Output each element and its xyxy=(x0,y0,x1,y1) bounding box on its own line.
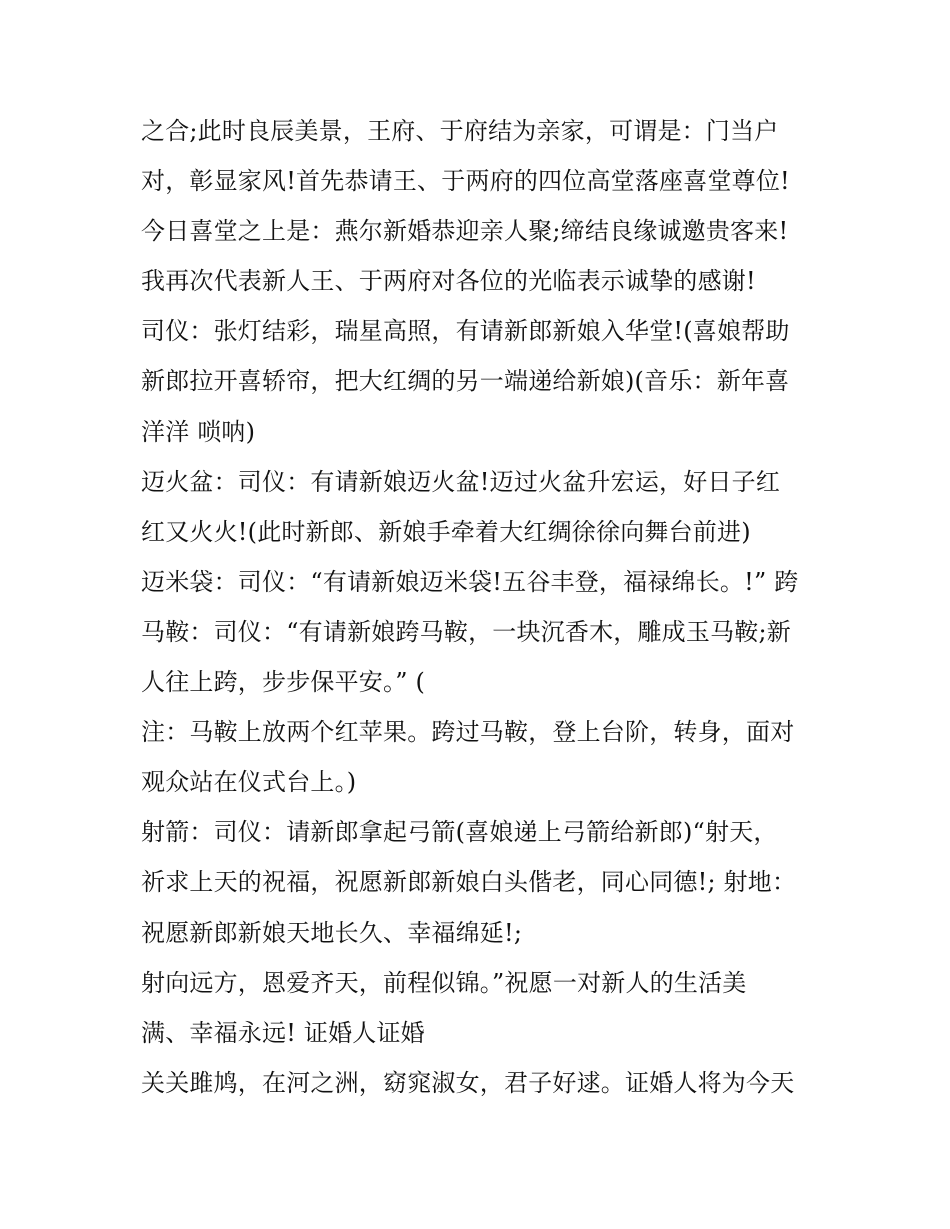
text-line: 之合;此时良辰美景，王府、于府结为亲家，可谓是：门当户 xyxy=(141,117,779,145)
text-line: 祝愿新郎新娘天地长久、幸福绵延!; xyxy=(141,918,523,947)
text-line: 射箭：司仪：请新郎拿起弓箭(喜娘递上弓箭给新郎)“射天， xyxy=(141,818,778,847)
text-line: 红又火火!(此时新郎、新娘手牵着大红绸徐徐向舞台前进) xyxy=(141,517,751,546)
text-line: 我再次代表新人王、于两府对各位的光临表示诚挚的感谢! xyxy=(141,267,756,296)
text-line: 洋洋 唢呐) xyxy=(141,417,256,446)
text-line: 对，彰显家风!首先恭请王、于两府的四位高堂落座喜堂尊位! xyxy=(141,167,790,196)
text-line: 迈火盆：司仪：有请新娘迈火盆!迈过火盆升宏运，好日子红 xyxy=(141,467,781,496)
text-line: 今日喜堂之上是：燕尔新婚恭迎亲人聚;缔结良缘诚邀贵客来! xyxy=(141,217,789,246)
text-line: 注：马鞍上放两个红苹果。跨过马鞍，登上台阶，转身，面对 xyxy=(141,718,795,747)
text-line: 射向远方，恩爱齐天，前程似锦。”祝愿一对新人的生活美 xyxy=(141,968,747,997)
text-line: 祈求上天的祝福，祝愿新郎新娘白头偕老，同心同德!; 射地： xyxy=(141,868,797,897)
text-line: 新郎拉开喜轿帘，把大红绸的另一端递给新娘)(音乐：新年喜 xyxy=(141,367,790,396)
document-body xyxy=(141,106,821,1108)
text-line: 满、幸福永远! 证婚人证婚 xyxy=(141,1018,425,1047)
text-line: 关关雎鸠，在河之洲，窈窕淑女，君子好逑。证婚人将为今天 xyxy=(141,1068,795,1097)
text-line: 司仪：张灯结彩，瑞星高照，有请新郎新娘入华堂!(喜娘帮助 xyxy=(141,317,790,346)
text-line: 迈米袋：司仪：“有请新娘迈米袋!五谷丰登，福禄绵长。!” 跨 xyxy=(141,567,799,596)
text-line: 马鞍：司仪：“有请新娘跨马鞍，一块沉香木，雕成玉马鞍;新 xyxy=(141,617,791,646)
text-line: 人往上跨，步步保平安。” ( xyxy=(141,668,426,697)
text-line: 观众站在仪式台上。) xyxy=(141,768,357,797)
